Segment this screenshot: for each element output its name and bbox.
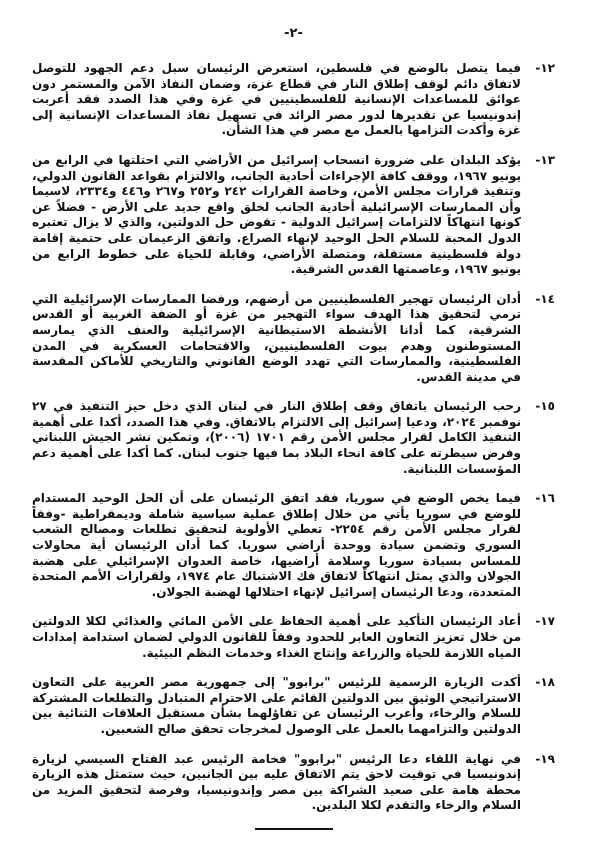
paragraph-text: فيما يتصل بالوضع في فلسطين، استعرض الرئيسان سبل دعم الجهود للتوصل لاتفاق دائم لوقف إطلاق النار في قطاع غزة، وضمان النفاذ الآمن والمستمر دون عوائق للمساعدات الإنسانية للفلسطينيين في غزة وفي هذا الصدد فقد أعربت إندونيسيا عن تقديرها لدور مصر الرائد في تسهيل نفاذ المساعدات الإنسانية إلى غزة وأكدت التزامها بالعمل مع مصر في هذا الشأن. — [32, 61, 521, 138]
paragraph-15 — [32, 399, 555, 477]
paragraph-number: ١٨- — [535, 675, 555, 690]
page-number: -٢- — [284, 26, 303, 41]
paragraph-number: ١٢- — [535, 61, 555, 75]
paragraph-text: رحب الرئيسان باتفاق وقف إطلاق النار في لبنان الذي دخل حيز التنفيذ في ٢٧ نوفمبر ٢٠٢٤، ودعيا إسرائيل إلى الالتزام بالاتفاق. وفي هذا الصدد، أكدا على أهمية التنفيذ الكامل لقرار مجلس الأمن رقم ١٧٠١ (٢٠٠٦)، وتمكين نشر الجيش اللبناني وفرض سيطرته على كافة انحاء البلاد بما فيها جنوب لبنان. كما أكدا على أهمية دعم المؤسسات اللبنانية. — [32, 399, 522, 476]
paragraph-18 — [32, 675, 555, 737]
paragraph-12 — [32, 61, 555, 139]
paragraph-19 — [32, 752, 555, 814]
paragraph-text: أكدت الزيارة الرسمية للرئيس "برابوو" إلى جمهورية مصر العربية على التعاون الاستراتيجي الوثيق بين الدولتين القائم على الاحترام المتبادل والتطلعات المشتركة للسلام والرخاء، وأعرب الرئيسان عن تفاؤلهما بشأن مستقبل العلاقات الثنائية بين الدولتين والتزامهما بالعمل على الوصول لمخرجات تحقق صالح الشعبين. — [32, 675, 521, 736]
paragraph-text: أدان الرئيسان تهجير الفلسطينيين من أرضهم، ورفضا الممارسات الإسرائيلية التي ترمي لتحقيق هذا الهدف سواء التهجير من غزة أو الضفة الغربية أو القدس الشرقية، كما أدانا الأنشطة الاستيطانية الإسرائيلية والعنف الذي يمارسه المستوطنون وهدم بيوت الفلسطينيين، والاقتحامات العسكرية في المدن الفلسطينية، والممارسات التي تهدد الوضع القانوني والتاريخي للأماكن المقدسة في مدينة القدس. — [32, 291, 521, 384]
paragraph-17 — [32, 614, 555, 661]
paragraph-text: في نهاية اللقاء دعا الرئيس "برابوو" فخامة الرئيس عبد الفتاح السيسي لزيارة إندونيسيا في توقيت لاحق يتم الاتفاق عليه بين الجانبين، حيث ستمثل هذه الزيارة محطة هامة على صعيد الشراكة بين مصر وإندونيسيا، وفرصة لتحقيق المزيد من السلام والرخاء والتقدم لكلا البلدين. — [32, 751, 521, 813]
paragraph-text: فيما يخص الوضع في سوريا، فقد اتفق الرئيسان على أن الحل الوحيد المستدام للوضع في سوريا يأتي من خلال إطلاق عملية سياسية شاملة وديمقراطية -وفقاً لقرار مجلس الأمن رقم ٢٢٥٤- تعطي الأولوية لتحقيق تطلعات ومصالح الشعب السوري وتضمن سيادة ووحدة أراضي سوريا. كما أدان الرئيسان أية محاولات للمساس بسيادة سوريا وسلامة أراضيها، خاصة العدوان الإسرائيلي على هضبة الجولان والذي يمثل انتهاكاً لاتفاق فك الاشتباك عام ١٩٧٤، ولقرارات الأمم المتحدة المتعددة، ودعا الرئيسان إسرائيل لإنهاء احتلالها لهضبة الجولان. — [32, 491, 522, 599]
paragraph-16 — [32, 491, 555, 600]
paragraph-text: يؤكد البلدان على ضرورة انسحاب إسرائيل من الأراضي التي احتلتها في الرابع من يونيو ١٩٦٧، ووقف كافة الإجراءات أحادية الجانب، والالتزام بقواعد القانون الدولي، وتنفيذ قرارات مجلس الأمن، وخاصة القرارات ٢٤٢ و٢٥٢ و٢٦٧ و٤٤٦ و٢٣٣٤، لاسيما وأن الممارسات الإسرائيلية أحادية الجانب لخلق واقع جديد على الأرض - فضلاً عن كونها انتهاكاً لالتزامات إسرائيل الدولية - تقوض حل الدولتين، والذي لا يزال تعتبره الدول المحبة للسلام الحل الوحيد لإنهاء الصراع. واتفق الزعيمان على حتمية إقامة دولة فلسطينية مستقلة، ومتصلة الأراضي، وقابلة للحياة على خطوط الرابع من يونيو ١٩٦٧، وعاصمتها القدس الشرقية. — [32, 152, 522, 277]
paragraph-number: ١٥- — [535, 399, 555, 414]
paragraph-13 — [32, 153, 555, 278]
paragraph-number: ١٩- — [535, 751, 555, 766]
paragraph-number: ١٦- — [535, 491, 555, 506]
paragraph-number: ١٣- — [535, 152, 555, 167]
paragraph-number: ١٧- — [535, 614, 555, 629]
paragraph-number: ١٤- — [535, 291, 555, 306]
paragraph-14 — [32, 292, 555, 386]
paragraph-text: أعاد الرئيسان التأكيد على أهمية الحفاظ على الأمن المائي والغذائي لكلا الدولتين من خلال تعزيز التعاون العابر للحدود وفقاً للقانون الدولي لضمان استدامة إمدادات المياه اللازمة للحياة والزراعة وإنتاج الغذاء وخدمات النظم البيئية. — [32, 614, 521, 660]
end-divider — [255, 828, 333, 830]
